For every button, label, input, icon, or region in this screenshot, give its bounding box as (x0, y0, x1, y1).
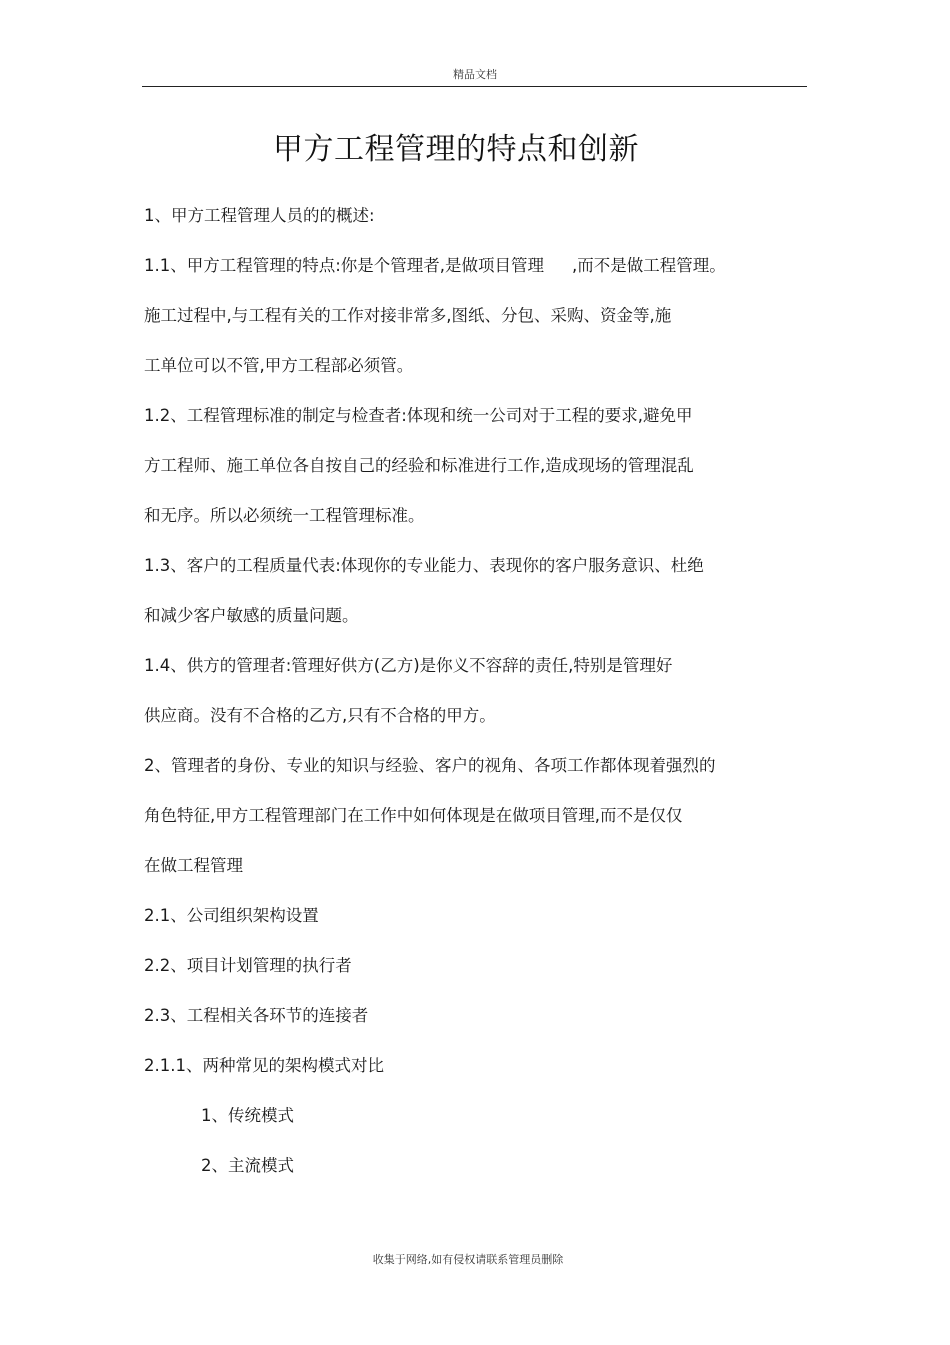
paragraph-line: 角色特征,甲方工程管理部门在工作中如何体现是在做项目管理,而不是仅仅 (144, 806, 683, 825)
paragraph-line: 在做工程管理 (144, 856, 243, 875)
paragraph-line: 施工过程中,与工程有关的工作对接非常多,图纸、分包、采购、资金等,施 (144, 306, 672, 325)
header-divider (142, 86, 807, 87)
page-footer-text: 收集于网络,如有侵权请联系管理员删除 (372, 1253, 564, 1266)
paragraph-line: 供应商。没有不合格的乙方,只有不合格的甲方。 (144, 706, 496, 725)
text-segment: ,而不是做工程管理。 (572, 256, 726, 275)
text-segment: 1.1、甲方工程管理的特点:你是个管理者,是做项目管理 (144, 256, 545, 275)
paragraph-line: 1.4、供方的管理者:管理好供方(乙方)是你义不容辞的责任,特别是管理好 (144, 656, 673, 675)
section-heading: 2.3、工程相关各环节的连接者 (144, 1006, 369, 1025)
paragraph-line: 1、甲方工程管理人员的的概述: (144, 206, 375, 225)
paragraph-line: 1.2、工程管理标准的制定与检查者:体现和统一公司对于工程的要求,避免甲 (144, 406, 693, 425)
section-heading: 2.1、公司组织架构设置 (144, 906, 319, 925)
paragraph-line: 工单位可以不管,甲方工程部必须管。 (144, 356, 414, 375)
paragraph-line: 和无序。所以必须统一工程管理标准。 (144, 506, 425, 525)
section-heading: 2.2、项目计划管理的执行者 (144, 956, 352, 975)
paragraph-line: 1.3、客户的工程质量代表:体现你的专业能力、表现你的客户服务意识、杜绝 (144, 556, 704, 575)
paragraph-line: 2、管理者的身份、专业的知识与经验、客户的视角、各项工作都体现着强烈的 (144, 756, 716, 775)
page-header-text: 精品文档 (453, 68, 497, 81)
list-item: 2、主流模式 (201, 1156, 294, 1175)
section-heading: 2.1.1、两种常见的架构模式对比 (144, 1056, 384, 1075)
paragraph-line: 方工程师、施工单位各自按自己的经验和标准进行工作,造成现场的管理混乱 (144, 456, 694, 475)
list-item: 1、传统模式 (201, 1106, 294, 1125)
paragraph-line: 和减少客户敏感的质量问题。 (144, 606, 359, 625)
paragraph-line (144, 255, 726, 277)
document-title: 甲方工程管理的特点和创新 (273, 132, 639, 167)
